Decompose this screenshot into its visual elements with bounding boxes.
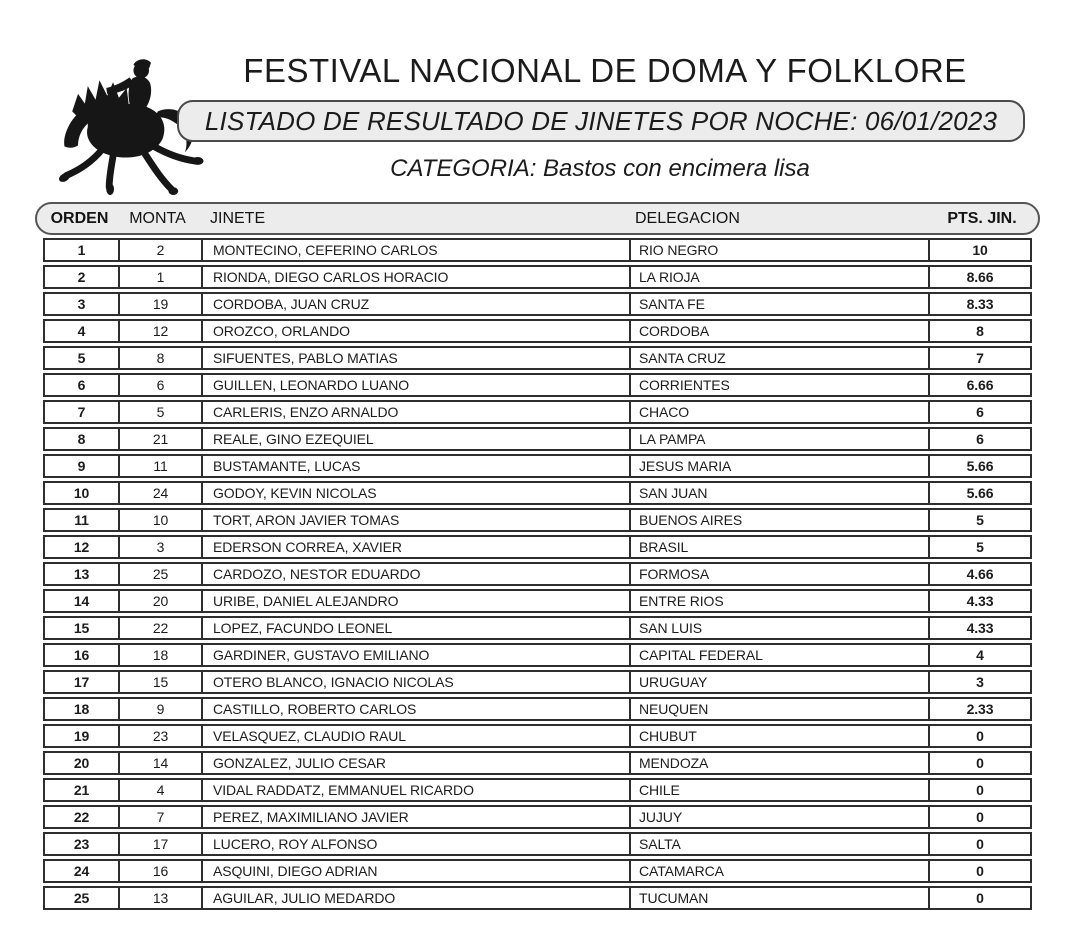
cell-pts-jin: 4.33	[928, 591, 1030, 611]
cell-pts-jin: 5	[928, 510, 1030, 530]
cell-monta: 18	[118, 645, 201, 665]
cell-orden: 5	[77, 350, 86, 366]
cell-orden: 4	[77, 323, 86, 339]
cell-delegacion: RIO NEGRO	[629, 240, 928, 260]
table-row	[43, 670, 1032, 694]
cell-monta: 25	[118, 564, 201, 584]
cell-jinete: LUCERO, ROY ALFONSO	[201, 834, 629, 854]
cell-monta: 21	[118, 429, 201, 449]
column-header-delegacion: DELEGACION	[635, 209, 740, 227]
table-row	[43, 724, 1032, 748]
cell-delegacion: CHACO	[629, 402, 928, 422]
cell-delegacion: LA RIOJA	[629, 267, 928, 287]
cell-delegacion: BRASIL	[629, 537, 928, 557]
cell-monta: 5	[118, 402, 201, 422]
cell-monta: 8	[118, 348, 201, 368]
cell-pts-jin: 5	[928, 537, 1030, 557]
table-row	[43, 373, 1032, 397]
cell-monta: 13	[118, 888, 201, 908]
cell-pts-jin: 2.33	[928, 699, 1030, 719]
cell-pts-jin: 0	[928, 834, 1030, 854]
cell-delegacion: CAPITAL FEDERAL	[629, 645, 928, 665]
cell-delegacion: FORMOSA	[629, 564, 928, 584]
cell-orden: 24	[73, 863, 90, 879]
cell-monta: 17	[118, 834, 201, 854]
cell-orden: 10	[73, 485, 90, 501]
cell-monta: 2	[118, 240, 201, 260]
cell-jinete: SIFUENTES, PABLO MATIAS	[201, 348, 629, 368]
table-row	[43, 589, 1032, 613]
cell-orden: 16	[73, 647, 90, 663]
cell-pts-jin: 7	[928, 348, 1030, 368]
cell-orden: 15	[73, 620, 90, 636]
cell-orden: 21	[73, 782, 90, 798]
cell-pts-jin: 0	[928, 753, 1030, 773]
table-row	[43, 859, 1032, 883]
cell-jinete: CASTILLO, ROBERTO CARLOS	[201, 699, 629, 719]
cell-jinete: REALE, GINO EZEQUIEL	[201, 429, 629, 449]
cell-jinete: RIONDA, DIEGO CARLOS HORACIO	[201, 267, 629, 287]
cell-delegacion: CHUBUT	[629, 726, 928, 746]
cell-orden: 20	[73, 755, 90, 771]
cell-orden: 2	[77, 269, 86, 285]
page-title: FESTIVAL NACIONAL DE DOMA Y FOLKLORE	[243, 52, 967, 89]
cell-jinete: GARDINER, GUSTAVO EMILIANO	[201, 645, 629, 665]
cell-jinete: LOPEZ, FACUNDO LEONEL	[201, 618, 629, 638]
cell-jinete: BUSTAMANTE, LUCAS	[201, 456, 629, 476]
cell-monta: 3	[118, 537, 201, 557]
table-row	[43, 400, 1032, 424]
cell-delegacion: JUJUY	[629, 807, 928, 827]
cell-monta: 9	[118, 699, 201, 719]
table-row	[43, 319, 1032, 343]
cell-jinete: OROZCO, ORLANDO	[201, 321, 629, 341]
cell-monta: 4	[118, 780, 201, 800]
cell-pts-jin: 8.66	[928, 267, 1030, 287]
table-row	[43, 643, 1032, 667]
subtitle-text: LISTADO DE RESULTADO DE JINETES POR NOCHE: 06/01/2023	[204, 105, 998, 136]
cell-orden: 19	[73, 728, 90, 744]
table-row	[43, 697, 1032, 721]
column-header-monta: MONTA	[129, 209, 186, 227]
cell-orden: 9	[77, 458, 86, 474]
cell-orden: 14	[73, 593, 90, 609]
cell-pts-jin: 6.66	[928, 375, 1030, 395]
cell-monta: 22	[118, 618, 201, 638]
cell-pts-jin: 4	[928, 645, 1030, 665]
cell-orden: 23	[73, 836, 90, 852]
cell-delegacion: CHILE	[629, 780, 928, 800]
table-row	[43, 454, 1032, 478]
cell-orden: 13	[73, 566, 90, 582]
cell-jinete: CARDOZO, NESTOR EDUARDO	[201, 564, 629, 584]
cell-delegacion: TUCUMAN	[629, 888, 928, 908]
cell-monta: 14	[118, 753, 201, 773]
cell-pts-jin: 5.66	[928, 456, 1030, 476]
cell-pts-jin: 6	[928, 402, 1030, 422]
table-row	[43, 562, 1032, 586]
category-line: CATEGORIA: Bastos con encimera lisa	[390, 155, 810, 182]
table-body	[43, 238, 1032, 913]
cell-pts-jin: 8	[928, 321, 1030, 341]
table-row	[43, 778, 1032, 802]
cell-orden: 6	[77, 377, 86, 393]
cell-jinete: URIBE, DANIEL ALEJANDRO	[201, 591, 629, 611]
table-row	[43, 616, 1032, 640]
cell-orden: 11	[74, 512, 89, 528]
cell-delegacion: CORRIENTES	[629, 375, 928, 395]
table-row	[43, 427, 1032, 451]
cell-monta: 24	[118, 483, 201, 503]
cell-jinete: GUILLEN, LEONARDO LUANO	[201, 375, 629, 395]
cell-jinete: VIDAL RADDATZ, EMMANUEL RICARDO	[201, 780, 629, 800]
cell-delegacion: JESUS MARIA	[629, 456, 928, 476]
cell-pts-jin: 0	[928, 726, 1030, 746]
cell-delegacion: SAN JUAN	[629, 483, 928, 503]
table-row	[43, 292, 1032, 316]
cell-delegacion: SANTA FE	[629, 294, 928, 314]
cell-jinete: GONZALEZ, JULIO CESAR	[201, 753, 629, 773]
cell-orden: 18	[73, 701, 90, 717]
table-row	[43, 751, 1032, 775]
column-header-jinete: JINETE	[210, 209, 266, 227]
cell-orden: 8	[77, 431, 86, 447]
column-header-pts-jin: PTS. JIN.	[947, 209, 1017, 227]
cell-pts-jin: 6	[928, 429, 1030, 449]
table-row	[43, 805, 1032, 829]
cell-orden: 22	[73, 809, 90, 825]
table-row	[43, 346, 1032, 370]
cell-delegacion: ENTRE RIOS	[629, 591, 928, 611]
cell-orden: 17	[73, 674, 90, 690]
cell-monta: 10	[118, 510, 201, 530]
table-row	[43, 535, 1032, 559]
cell-orden: 3	[77, 296, 86, 312]
cell-orden: 1	[77, 242, 86, 258]
cell-pts-jin: 0	[928, 780, 1030, 800]
cell-jinete: EDERSON CORREA, XAVIER	[201, 537, 629, 557]
cell-pts-jin: 8.33	[928, 294, 1030, 314]
cell-monta: 16	[118, 861, 201, 881]
cell-monta: 20	[118, 591, 201, 611]
cell-jinete: PEREZ, MAXIMILIANO JAVIER	[201, 807, 629, 827]
cell-pts-jin: 5.66	[928, 483, 1030, 503]
cell-pts-jin: 10	[928, 240, 1030, 260]
table-header	[35, 202, 1040, 235]
cell-jinete: TORT, ARON JAVIER TOMAS	[201, 510, 629, 530]
cell-delegacion: SANTA CRUZ	[629, 348, 928, 368]
cell-monta: 15	[118, 672, 201, 692]
cell-pts-jin: 0	[928, 807, 1030, 827]
cell-jinete: MONTECINO, CEFERINO CARLOS	[201, 240, 629, 260]
subtitle-box	[177, 100, 1025, 142]
cell-delegacion: SALTA	[629, 834, 928, 854]
cell-jinete: VELASQUEZ, CLAUDIO RAUL	[201, 726, 629, 746]
cell-pts-jin: 3	[928, 672, 1030, 692]
cell-delegacion: MENDOZA	[629, 753, 928, 773]
table-row	[43, 238, 1032, 262]
cell-orden: 12	[73, 539, 90, 555]
cell-monta: 7	[118, 807, 201, 827]
table-row	[43, 832, 1032, 856]
table-row	[43, 886, 1032, 910]
cell-pts-jin: 4.66	[928, 564, 1030, 584]
cell-pts-jin: 0	[928, 861, 1030, 881]
cell-delegacion: LA PAMPA	[629, 429, 928, 449]
cell-jinete: GODOY, KEVIN NICOLAS	[201, 483, 629, 503]
table-row	[43, 481, 1032, 505]
cell-jinete: OTERO BLANCO, IGNACIO NICOLAS	[201, 672, 629, 692]
cell-jinete: ASQUINI, DIEGO ADRIAN	[201, 861, 629, 881]
cell-monta: 1	[118, 267, 201, 287]
cell-monta: 12	[118, 321, 201, 341]
column-header-orden: ORDEN	[50, 209, 109, 227]
cell-delegacion: URUGUAY	[629, 672, 928, 692]
cell-delegacion: CATAMARCA	[629, 861, 928, 881]
cell-pts-jin: 0	[928, 888, 1030, 908]
cell-orden: 25	[73, 890, 90, 906]
cell-delegacion: NEUQUEN	[629, 699, 928, 719]
table-row	[43, 508, 1032, 532]
cell-pts-jin: 4.33	[928, 618, 1030, 638]
cell-monta: 11	[118, 456, 201, 476]
table-row	[43, 265, 1032, 289]
cell-jinete: CORDOBA, JUAN CRUZ	[201, 294, 629, 314]
cell-delegacion: SAN LUIS	[629, 618, 928, 638]
cell-delegacion: BUENOS AIRES	[629, 510, 928, 530]
cell-jinete: CARLERIS, ENZO ARNALDO	[201, 402, 629, 422]
cell-delegacion: CORDOBA	[629, 321, 928, 341]
cell-monta: 19	[118, 294, 201, 314]
cell-monta: 6	[118, 375, 201, 395]
cell-monta: 23	[118, 726, 201, 746]
cell-jinete: AGUILAR, JULIO MEDARDO	[201, 888, 629, 908]
cell-orden: 7	[77, 404, 86, 420]
